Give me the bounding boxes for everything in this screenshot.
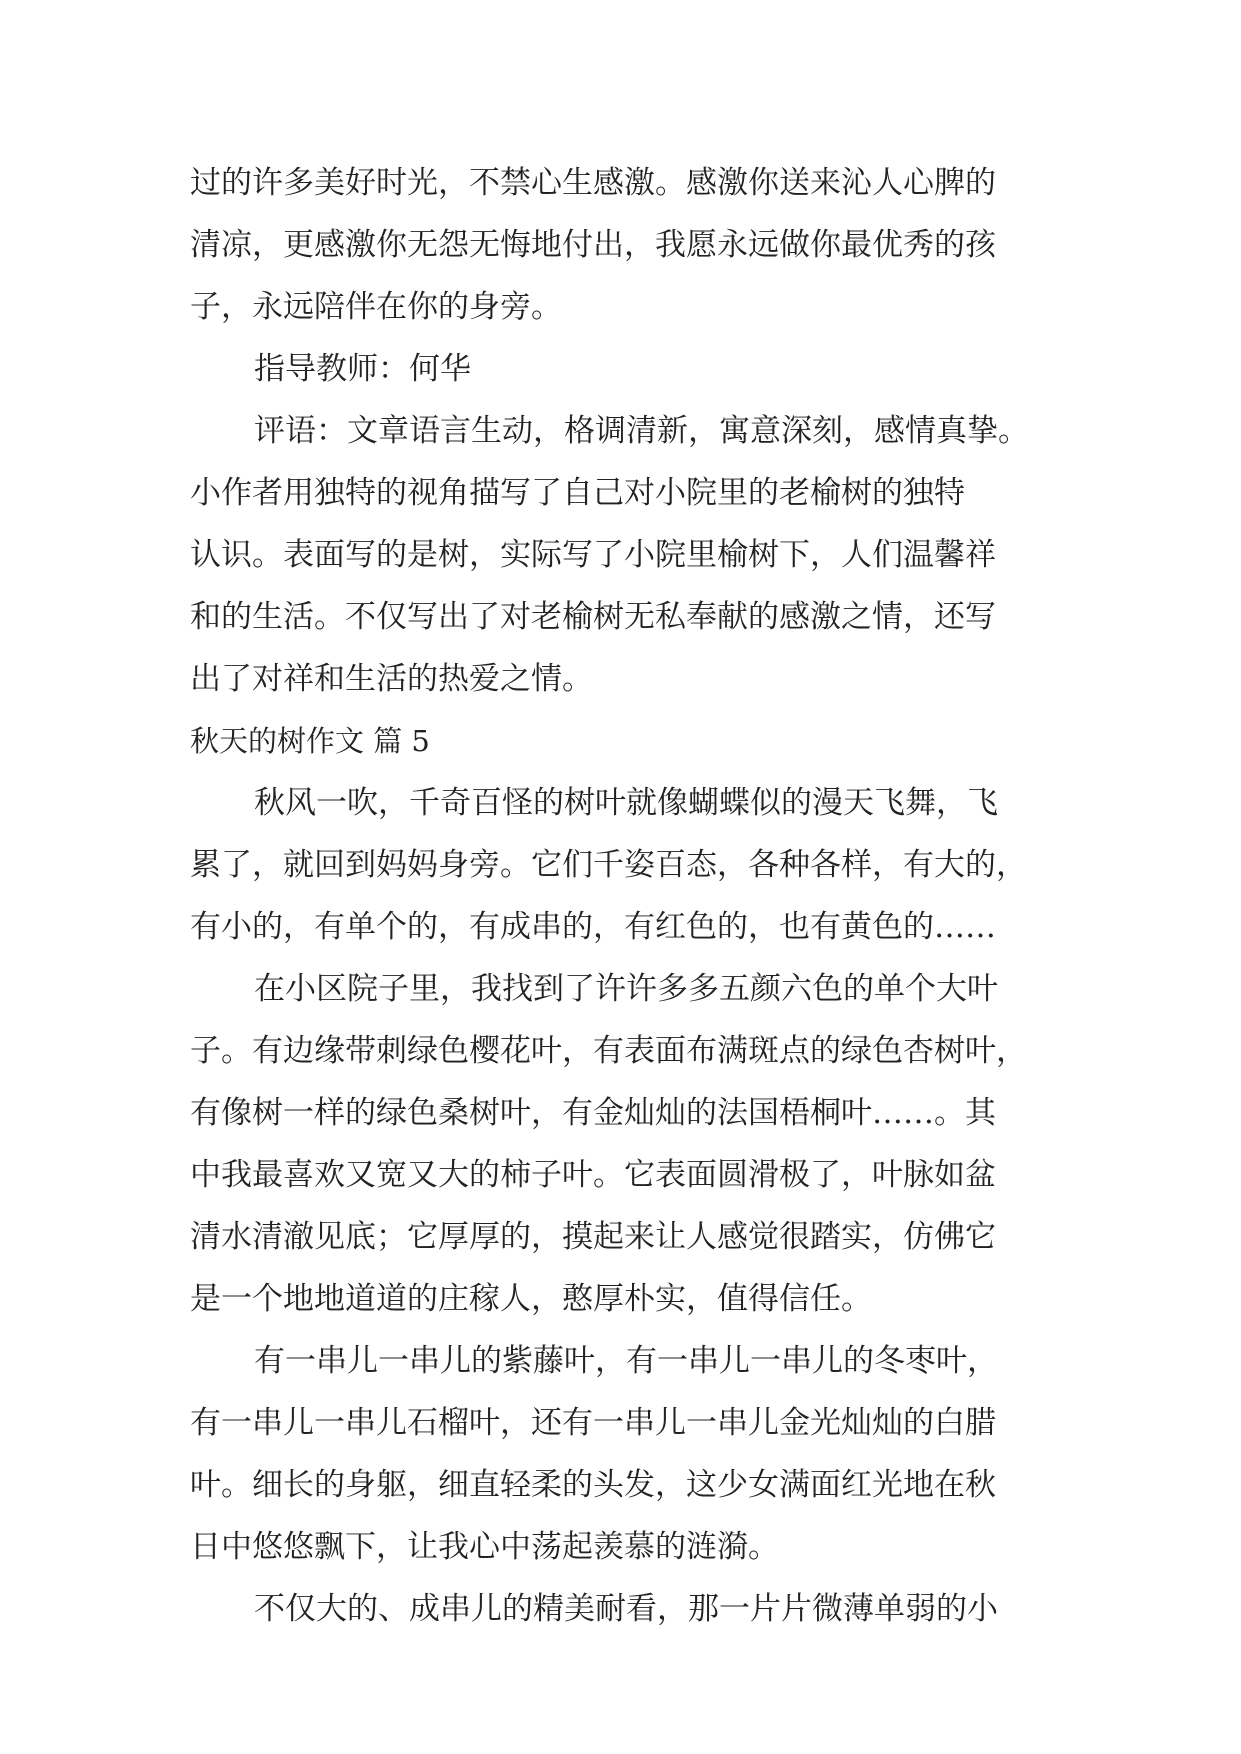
text-line: 日中悠悠飘下，让我心中荡起羡慕的涟漪。: [190, 1529, 779, 1565]
text-line: 秋风一吹，千奇百怪的树叶就像蝴蝶似的漫天飞舞，飞: [254, 785, 998, 821]
text-line: 子，永远陪伴在你的身旁。: [190, 289, 562, 325]
text-line: 和的生活。不仅写出了对老榆树无私奉献的感激之情，还写: [190, 599, 996, 635]
text-line: 在小区院子里，我找到了许许多多五颜六色的单个大叶: [254, 971, 998, 1007]
text-line: 过的许多美好时光，不禁心生感激。感激你送来沁人心脾的: [190, 165, 996, 201]
text-line: 清凉，更感激你无怨无悔地付出，我愿永远做你最优秀的孩: [190, 227, 996, 263]
text-line: 有一串儿一串儿石榴叶，还有一串儿一串儿金光灿灿的白腊: [190, 1405, 996, 1441]
text-line: 有像树一样的绿色桑树叶，有金灿灿的法国梧桐叶……。其: [190, 1095, 996, 1131]
text-line: 有小的，有单个的，有成串的，有红色的，也有黄色的……: [190, 909, 996, 945]
text-line: 叶。细长的身躯，细直轻柔的头发，这少女满面红光地在秋: [190, 1467, 996, 1503]
text-line: 认识。表面写的是树，实际写了小院里榆树下，人们温馨祥: [190, 537, 996, 573]
text-line: 子。有边缘带刺绿色樱花叶，有表面布满斑点的绿色杏树叶，: [190, 1033, 1027, 1069]
text-line: 小作者用独特的视角描写了自己对小院里的老榆树的独特: [190, 475, 965, 511]
text-line: 指导教师：何华: [254, 351, 471, 387]
section-heading: 秋天的树作文 篇 5: [190, 724, 430, 758]
text-line: 不仅大的、成串儿的精美耐看，那一片片微薄单弱的小: [254, 1591, 998, 1627]
document-body: [190, 152, 1050, 1640]
text-line: 出了对祥和生活的热爱之情。: [190, 661, 593, 697]
text-line: 是一个地地道道的庄稼人，憨厚朴实，值得信任。: [190, 1281, 872, 1317]
text-line: 清水清澈见底；它厚厚的，摸起来让人感觉很踏实，仿佛它: [190, 1219, 996, 1255]
text-line: 有一串儿一串儿的紫藤叶，有一串儿一串儿的冬枣叶，: [254, 1343, 998, 1379]
text-line: 中我最喜欢又宽又大的柿子叶。它表面圆滑极了，叶脉如盆: [190, 1157, 996, 1193]
text-line: 累了，就回到妈妈身旁。它们千姿百态，各种各样，有大的，: [190, 847, 1027, 883]
text-line: 评语：文章语言生动，格调清新，寓意深刻，感情真挚。: [254, 413, 1029, 449]
